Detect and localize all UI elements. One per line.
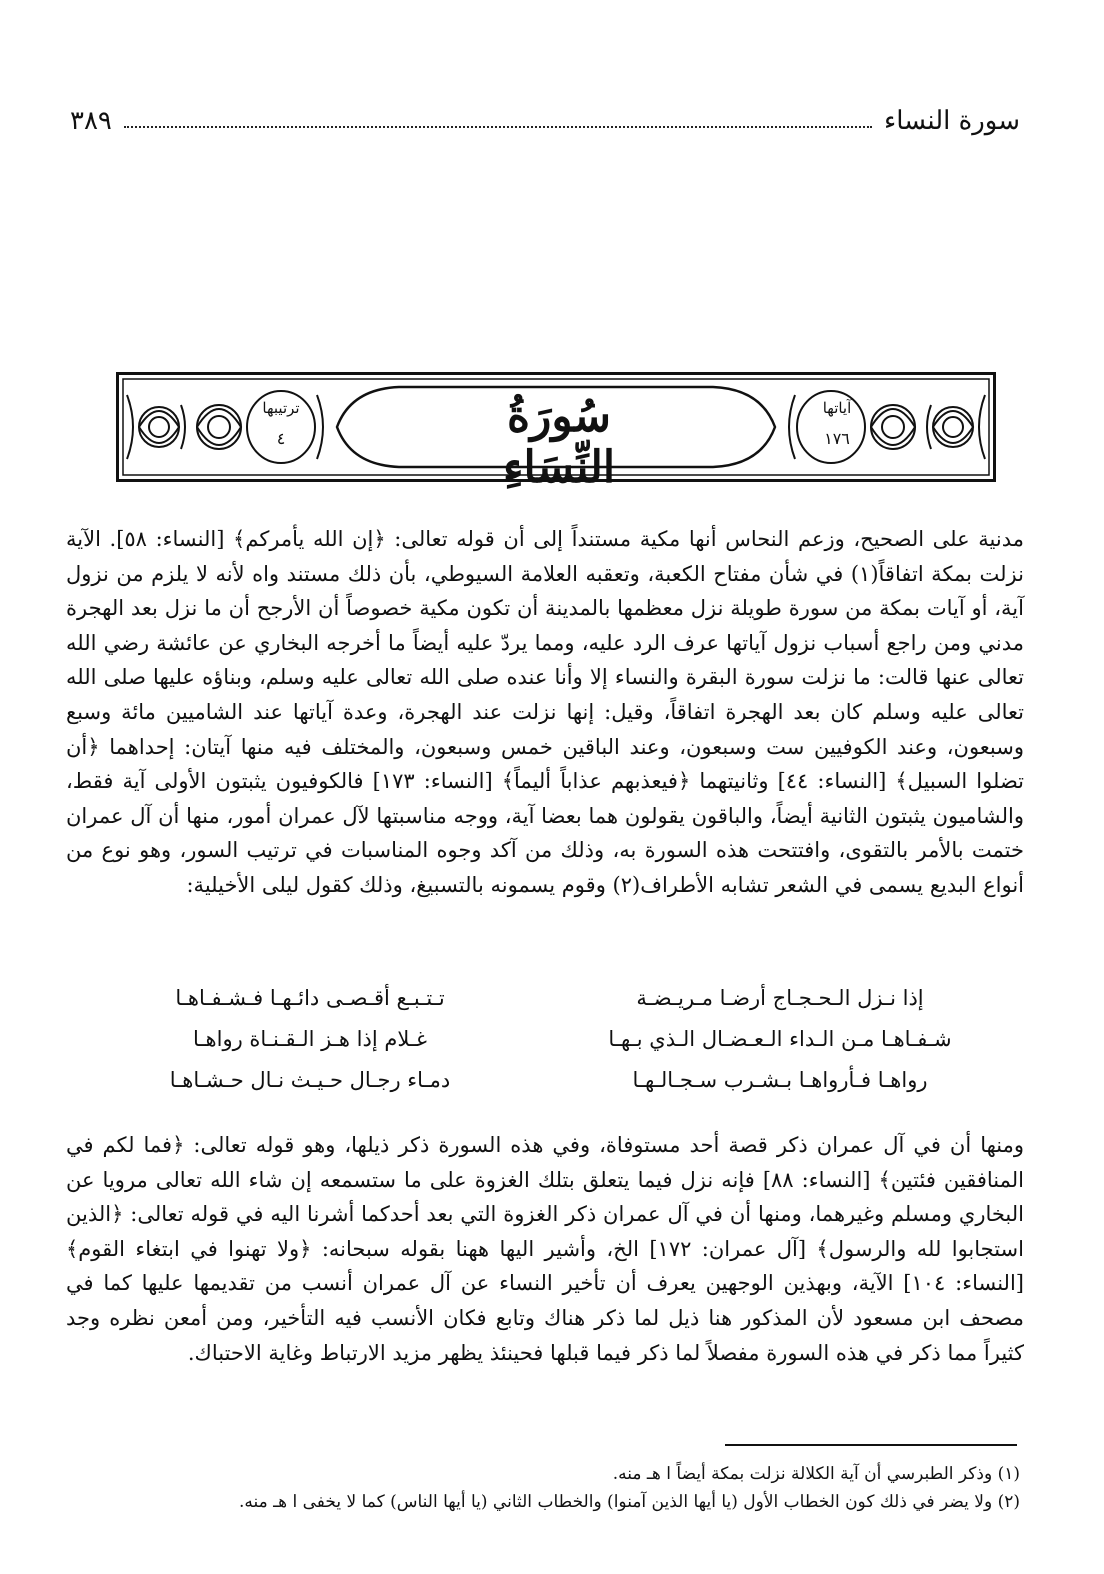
page-header	[70, 92, 1020, 136]
poem	[120, 986, 970, 1109]
main-text-block-continued	[66, 1128, 1024, 1370]
poem-hemistich-first: إذا نـزل الـحـجـاج أرضـا مـريـضـة	[636, 986, 924, 1010]
surah-title: سُورَةُ النِّسَاءِ	[502, 391, 616, 493]
poem-hemistich-first: شـفـاهـا مـن الـداء الـعـضـال الـذي بـهـا	[608, 1027, 952, 1051]
footnotes	[70, 1460, 1020, 1516]
poem-hemistich-second: دمـاء رجـال حـيـث نـال حـشـاهـا	[169, 1068, 451, 1092]
surah-order-value: ٤	[276, 429, 286, 448]
paragraph: ومنها أن في آل عمران ذكر قصة أحد مستوفاة، وفي هذه السورة ذكر ذيلها، وهو قوله تعالى: ﴿فما لكم في المنافقين فئتين﴾ [النساء: ٨٨] فإنه نزل فيما يتعلق بتلك الغزوة على ما ستسمعه إن شاء الله تعالى مرويا عن البخاري ومسلم وغيرهما، ومنها أن في آل عمران ذكر الغزوة التي بعد أحدكما أشرنا اليه في قوله تعالى: ﴿الذين استجابوا لله والرسول﴾ [آل عمران: ١٧٢] الخ، وأشير اليها ههنا بقوله سبحانه: ﴿ولا تهنوا في ابتغاء القوم﴾ [النساء: ١٠٤] الآية، وبهذين الوجهين يعرف أن تأخير النساء عن آل عمران أنسب من تقديمها عليها كما في مصحف ابن مسعود لأن المذكور هنا ذيل لما ذكر هناك وتابع فكان الأنسب فيه التأخير، ومن أمعن نظره وجد كثيراً مما ذكر في هذه السورة مفصلاً لما ذكر فيما قبلها فحينئذ يظهر مزيد الارتباط وغاية الاحتباك.	[66, 1133, 1024, 1365]
surah-order-label: ترتيبها	[262, 399, 300, 417]
paragraph: مدنية على الصحيح، وزعم النحاس أنها مكية مستنداً إلى أن قوله تعالى: ﴿إن الله يأمركم﴾ [النساء: ٥٨]. الآية نزلت بمكة اتفاقاً(١) في شأن مفتاح الكعبة، وتعقبه العلامة السيوطي، بأن ذلك مستند واه لأنه لا يلزم من نزول آية، أو آيات بمكة من سورة طويلة نزل معظمها بالمدينة أن تكون مكية خصوصاً أن الأرجح أن ما نزل بعد الهجرة مدني ومن راجع أسباب نزول آياتها عرف الرد عليه، ومما يردّ عليه أيضاً ما أخرجه البخاري عن عائشة رضي الله تعالى عنها قالت: ما نزلت سورة البقرة والنساء إلا وأنا عنده صلى الله تعالى عليه وسلم، وبناؤه عليها صلى الله تعالى عليه وسلم كان بعد الهجرة اتفاقاً، وقيل: إنها نزلت عند الهجرة، وعدة آياتها عند الشاميين مائة وسبع وسبعون، وعند الكوفيين ست وسبعون، وعند الباقين خمس وسبعون، والمختلف فيه منها آيتان: إحداهما ﴿أن تضلوا السبيل﴾ [النساء: ٤٤] وثانيتهما ﴿فيعذبهم عذاباً أليماً﴾ [النساء: ١٧٣] فالكوفيون يثبتون الأولى آية فقط، والشاميون يثبتون الثانية أيضاً، والباقون يقولون هما بعضا آية، ووجه مناسبتها لآل عمران أمور، منها أن آل عمران ختمت بالأمر بالتقوى، وافتتحت هذه السورة به، وذلك من آكد وجوه المناسبات في ترتيب السور، وهو نوع من أنواع البديع يسمى في الشعر تشابه الأطراف(٢) وقوم يسمونه بالتسبيغ، وذلك كقول ليلى الأخيلية:	[66, 527, 1024, 897]
surah-title-banner	[116, 372, 996, 493]
verse-count-label: آياتها	[822, 399, 852, 417]
footnote: (١) وذكر الطبرسي أن آية الكلالة نزلت بمكة أيضاً ا هـ منه.	[612, 1464, 1020, 1484]
poem-hemistich-second: غـلام إذا هـز الـقـنـاة رواهـا	[193, 1027, 427, 1051]
page-number: ٣٨٩	[70, 106, 112, 136]
running-header-surah-name: سورة النساء	[884, 106, 1020, 136]
poem-verse	[120, 1068, 970, 1109]
poem-verse	[120, 1027, 970, 1068]
footnote-separator	[725, 1444, 1017, 1446]
poem-hemistich-first: رواهـا فـأرواهـا بـشـرب سـجـالـهـا	[632, 1068, 928, 1092]
header-dot-leader	[124, 126, 872, 128]
poem-verse	[120, 986, 970, 1027]
footnote: (٢) ولا يضر في ذلك كون الخطاب الأول (يا أيها الذين آمنوا) والخطاب الثاني (يا أيها الناس) كما لا يخفى ا هـ منه.	[238, 1492, 1020, 1512]
main-text-block	[66, 522, 1024, 903]
poem-hemistich-second: تـتـبـع أقـصـى دائـهـا فـشـفـاهـا	[175, 986, 445, 1010]
verse-count-value: ١٧٦	[824, 429, 850, 448]
